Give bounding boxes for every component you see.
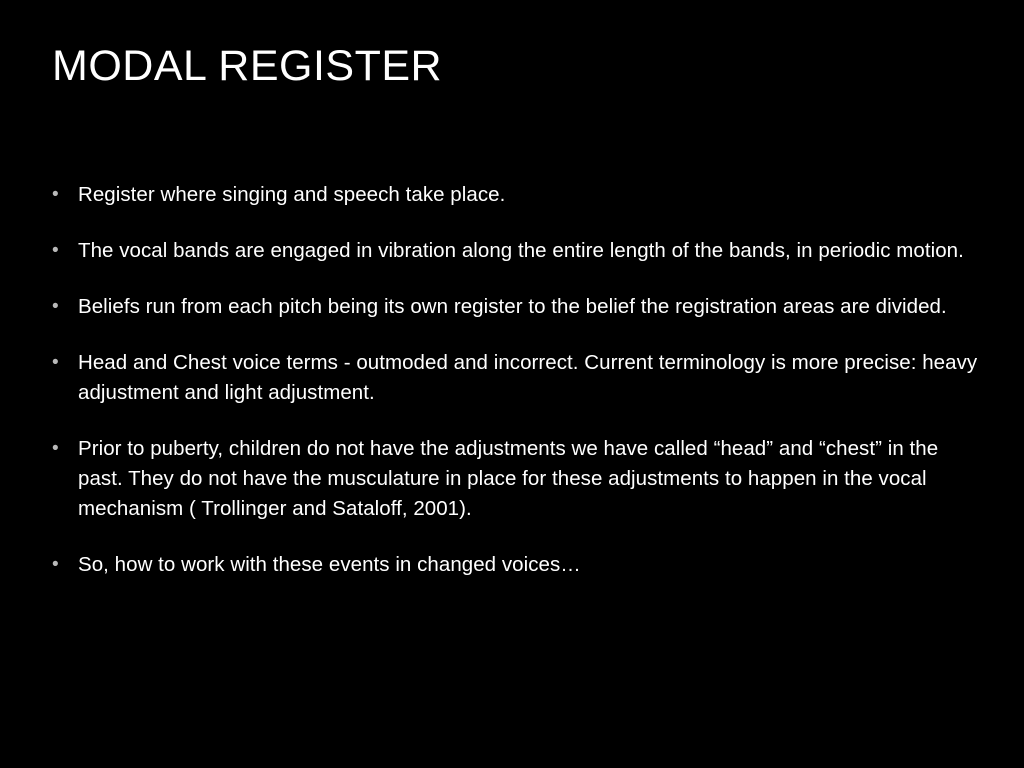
bullet-list [48, 180, 988, 580]
list-item [48, 348, 988, 408]
page-title: MODAL REGISTER [52, 42, 443, 90]
bullet-icon: • [52, 296, 59, 317]
list-item-text: Head and Chest voice terms - outmoded and incorrect. Current terminology is more precise: heavy adjustment and light adjustment. [78, 351, 978, 404]
list-item-text: Prior to puberty, children do not have the adjustments we have called “head” and “chest” in the past. They do not have the musculature in place for these adjustments to happen in the vocal mechanism ( Trollinger and Sataloff, 2001). [78, 437, 939, 520]
bullet-icon: • [52, 352, 59, 373]
bullet-icon: • [52, 438, 59, 459]
bullet-icon: • [52, 554, 59, 575]
bullet-icon: • [52, 240, 59, 261]
list-item [48, 292, 988, 322]
list-item-text: Register where singing and speech take place. [78, 183, 506, 206]
bullet-icon: • [52, 184, 59, 205]
list-item-text: Beliefs run from each pitch being its own register to the belief the registration areas are divided. [78, 295, 947, 318]
list-item-text: So, how to work with these events in changed voices… [78, 553, 581, 576]
list-item [48, 550, 988, 580]
list-item [48, 180, 988, 210]
list-item [48, 236, 988, 266]
list-item [48, 434, 988, 524]
list-item-text: The vocal bands are engaged in vibration along the entire length of the bands, in periodic motion. [78, 239, 964, 262]
